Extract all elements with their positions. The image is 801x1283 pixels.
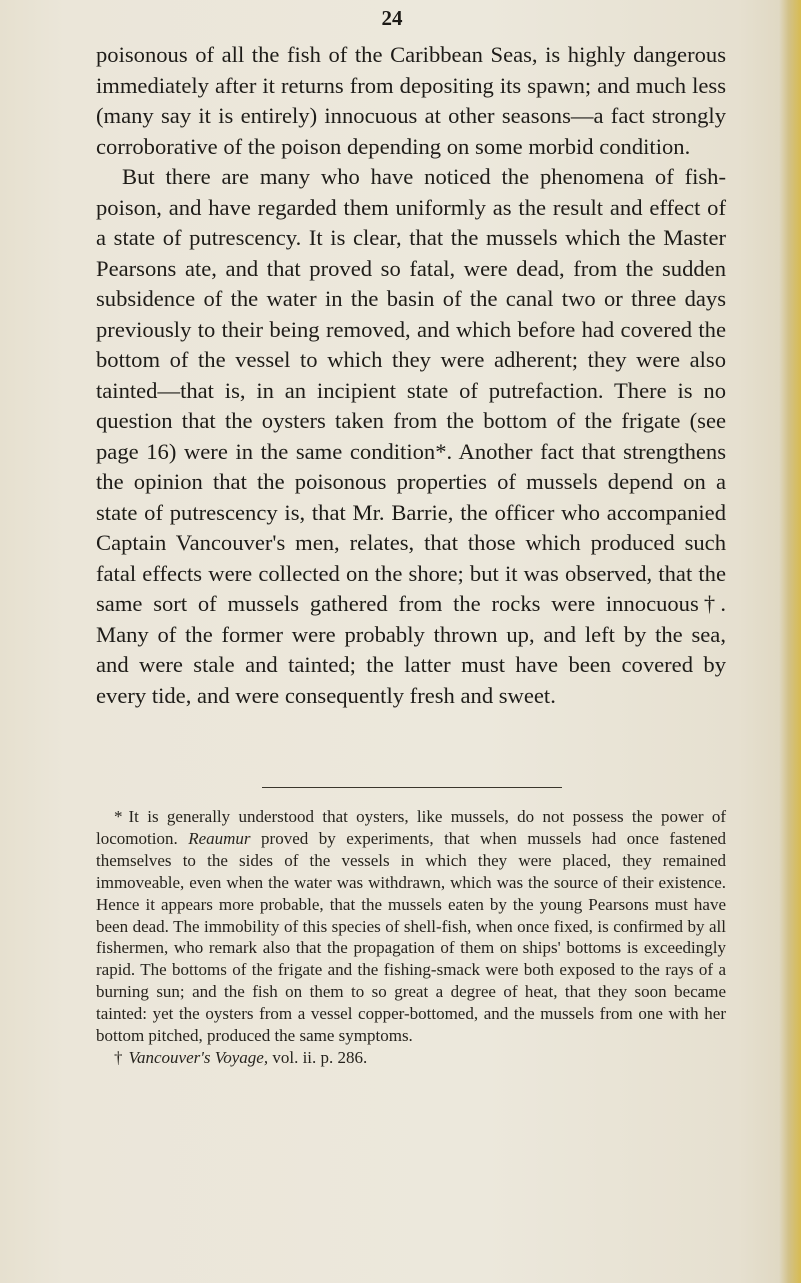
footnote-oysters: [96, 806, 726, 1047]
footnote-rule: [262, 787, 562, 788]
footnote-author: Reaumur: [188, 828, 251, 848]
footnote-mark-asterisk: *: [114, 807, 123, 826]
footnote-text-b: proved by experiments, that when mussels had once fastened themselves to the sides of the vessels in which they were placed, they remained immoveable, even when the water was withdrawn, which was the source of their existence. Hence it appears more probable, that the mussels eaten by the young Pearsons must have been dead. The immobility of this species of shell-fish, when once fixed, is confirmed by all fishermen, who remark also that the propagation of them on ships' bottoms is exceedingly rapid. The bottoms of the frigate and the fishing-smack were both exposed to the rays of a burning sun; and the fish on them to so great a degree of heat, that they soon became tainted: yet the oysters from a vessel copper-bottomed, and the mussels from one with her bottom pitched, produced the same symptoms.: [96, 828, 726, 1046]
footnote-mark-dagger: †: [114, 1047, 123, 1067]
footnote-text-a: It is generally understood that oysters, like mussels, do not possess the power of locomotion.: [96, 807, 726, 848]
footnotes: [96, 806, 726, 1069]
footnote-vancouver: [96, 1047, 726, 1069]
footnote-detail: vol. ii. p. 286.: [268, 1047, 368, 1067]
main-text: [96, 40, 726, 711]
paragraph-2: But there are many who have noticed the phenomena of fish-poison, and have regarded them uniformly as the result and effect of a state of putrescency. It is clear, that the mussels which the Master Pearsons ate, and that proved so fatal, were dead, from the sudden subsidence of the water in the basin of the canal two or three days previously to their being removed, and which before had covered the bottom of the vessel to which they were adherent; they were also tainted—that is, in an incipient state of putrefaction. There is no question that the oysters taken from the bottom of the frigate (see page 16) were in the same condition*. Another fact that strengthens the opinion that the poisonous properties of mussels depend on a state of putrescency is, that Mr. Barrie, the officer who accompanied Captain Vancouver's men, relates, that those which produced such fatal effects were collected on the shore; but it was observed, that the same sort of mussels gathered from the rocks were innocuous†. Many of the former were probably thrown up, and left by the sea, and were stale and tainted; the latter must have been covered by every tide, and were consequently fresh and sweet.: [96, 164, 726, 708]
page-number: 24: [381, 6, 403, 30]
paragraph-1: poisonous of all the fish of the Caribbean Seas, is highly dangerous immediately after it returns from depositing its spawn; and much less (many say it is entirely) innocuous at other seasons—a fact strongly corroborative of the poison depending on some morbid condition.: [96, 42, 726, 159]
footnote-source: Vancouver's Voyage,: [128, 1047, 269, 1067]
page-edge-shadow: [779, 0, 801, 1283]
